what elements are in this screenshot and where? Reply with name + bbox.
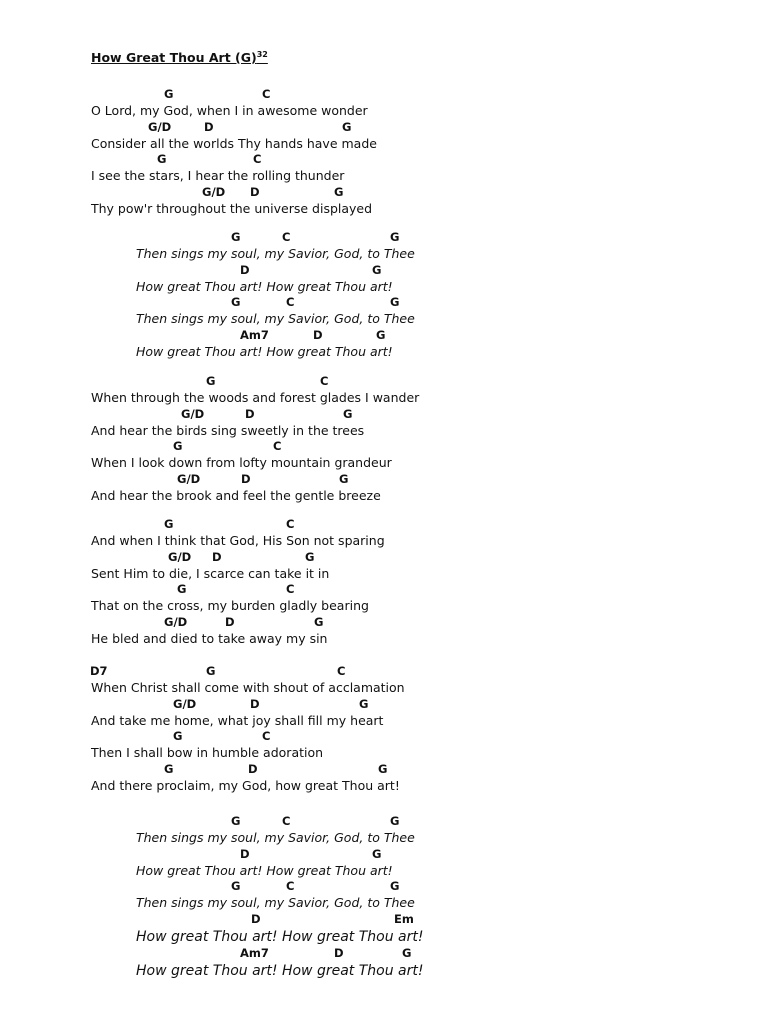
song-title (91, 50, 268, 65)
song-line (0, 87, 768, 120)
refrain-block (0, 230, 768, 360)
chord-row (0, 697, 768, 713)
chord-row (0, 615, 768, 631)
chord: G (173, 439, 183, 454)
song-line (0, 814, 768, 847)
chord: G (376, 327, 386, 342)
lyric-line: When I look down from lofty mountain grandeur (91, 455, 392, 471)
chord: D (248, 761, 258, 776)
chord: G (359, 696, 369, 711)
chord: G (231, 879, 241, 894)
song-line (0, 615, 768, 648)
lyric-line: Consider all the worlds Thy hands have made (91, 135, 377, 151)
chord-row (0, 374, 768, 390)
chord: G (372, 846, 382, 861)
chord: G (305, 549, 315, 564)
chord: D (313, 327, 323, 342)
chord: D7 (90, 664, 108, 678)
chord-row (0, 664, 768, 680)
lyric-line: O Lord, my God, when I in awesome wonder (91, 103, 368, 118)
chord: G/D (181, 406, 205, 421)
chord-row (0, 946, 768, 962)
chord: C (286, 295, 295, 310)
chord: G (342, 119, 352, 134)
chord: G (164, 87, 174, 101)
chord: C (273, 439, 282, 454)
chord: G (334, 184, 344, 199)
chord: C (320, 374, 329, 388)
lyric-line: How great Thou art! How great Thou art! (136, 278, 393, 294)
chord: C (286, 582, 295, 597)
chord-row (0, 407, 768, 423)
chord-row (0, 152, 768, 168)
chord-row (0, 120, 768, 136)
title-footnote-marker: 32 (256, 50, 268, 59)
chord-row (0, 517, 768, 533)
song-line (0, 185, 768, 218)
song-line (0, 120, 768, 153)
lyric-line: Then sings my soul, my Savior, God, to Thee (136, 895, 415, 911)
chord: Am7 (240, 946, 269, 961)
lyric-line: When through the woods and forest glades I wander (91, 390, 420, 405)
song-line (0, 550, 768, 583)
lyric-line: Then sings my soul, my Savior, God, to Thee (136, 246, 415, 261)
chord: G/D (202, 184, 226, 199)
chord: G (343, 406, 353, 421)
chord: G (231, 295, 241, 310)
chord: D (334, 946, 344, 961)
chord: D (240, 846, 250, 861)
chord-row (0, 912, 768, 928)
chord: D (241, 471, 251, 486)
chord-row (0, 87, 768, 103)
chord: C (262, 729, 271, 744)
chord: G/D (148, 119, 172, 134)
chord: D (251, 911, 261, 926)
chord: Em (394, 911, 414, 926)
chord: G (390, 879, 400, 894)
chord: C (286, 879, 295, 894)
song-line (0, 230, 768, 263)
chord: C (286, 517, 295, 531)
chord: G/D (164, 614, 188, 629)
chord: G (390, 230, 400, 244)
chord: G (164, 517, 174, 531)
chord-row (0, 472, 768, 488)
lyric-line: And there proclaim, my God, how great Thou art! (91, 777, 400, 793)
lyric-line: Thy pow'r throughout the universe displayed (91, 200, 373, 216)
chord-row (0, 582, 768, 598)
lyric-line: And take me home, what joy shall fill my heart (91, 712, 384, 728)
song-line (0, 946, 768, 981)
verse-block (0, 664, 768, 794)
lyric-line: And when I think that God, His Son not sparing (91, 533, 385, 548)
chord: G (402, 946, 412, 961)
chord: D (245, 406, 255, 421)
chord-row (0, 762, 768, 778)
chord: C (253, 152, 262, 167)
chord-row (0, 439, 768, 455)
chord-row (0, 879, 768, 895)
song-line (0, 879, 768, 912)
lyric-line: And hear the birds sing sweetly in the trees (91, 422, 365, 438)
song-line (0, 439, 768, 472)
song-line (0, 263, 768, 296)
lyric-line: Sent Him to die, I scarce can take it in (91, 565, 330, 581)
chord: G (206, 374, 216, 388)
lyric-line: Then sings my soul, my Savior, God, to Thee (136, 830, 415, 845)
chord-row (0, 230, 768, 246)
chord: G (314, 614, 324, 629)
chord: C (262, 87, 271, 101)
chord-row (0, 295, 768, 311)
chord: G/D (177, 471, 201, 486)
song-line (0, 374, 768, 407)
chord: G (390, 814, 400, 828)
song-line (0, 762, 768, 795)
lyric-line: How great Thou art! How great Thou art! (136, 343, 393, 359)
song-line (0, 847, 768, 880)
chord: G (390, 295, 400, 310)
song-line (0, 407, 768, 440)
chord: D (250, 696, 260, 711)
chord: G (372, 262, 382, 277)
chord: C (282, 230, 291, 244)
chord: G (173, 729, 183, 744)
song-line (0, 729, 768, 762)
song-line (0, 328, 768, 361)
chord: C (337, 664, 346, 678)
chord-row (0, 550, 768, 566)
lyric-line: How great Thou art! How great Thou art! (136, 928, 424, 945)
chord: G/D (173, 696, 197, 711)
chord: G (157, 152, 167, 167)
lyric-line: Then I shall bow in humble adoration (91, 745, 324, 761)
chord: D (250, 184, 260, 199)
chord-row (0, 328, 768, 344)
chord: D (212, 549, 222, 564)
chord-row (0, 185, 768, 201)
song-line (0, 295, 768, 328)
chord: G/D (168, 549, 192, 564)
chord: C (282, 814, 291, 828)
refrain-block (0, 814, 768, 981)
chord-row (0, 729, 768, 745)
song-line (0, 472, 768, 505)
chord: G (231, 814, 241, 828)
chord: G (206, 664, 216, 678)
verse-block (0, 87, 768, 217)
song-line (0, 152, 768, 185)
song-line (0, 912, 768, 947)
lyric-line: He bled and died to take away my sin (91, 630, 328, 646)
lyric-line: And hear the brook and feel the gentle breeze (91, 487, 381, 503)
song-line (0, 697, 768, 730)
chord-row (0, 814, 768, 830)
lyric-line: When Christ shall come with shout of acclamation (91, 680, 405, 695)
chord-row (0, 847, 768, 863)
verse-block (0, 374, 768, 504)
song-title-text: How Great Thou Art (G) (91, 50, 257, 66)
song-line (0, 517, 768, 550)
song-line (0, 582, 768, 615)
chord: G (164, 761, 174, 776)
lyric-line: Then sings my soul, my Savior, God, to Thee (136, 311, 415, 327)
chord: Am7 (240, 327, 269, 342)
lyric-line: I see the stars, I hear the rolling thunder (91, 168, 345, 184)
chord: G (231, 230, 241, 244)
chord: D (240, 262, 250, 277)
chord: G (378, 761, 388, 776)
chord: D (204, 119, 214, 134)
lyric-line: How great Thou art! How great Thou art! (136, 963, 424, 980)
chord: G (339, 471, 349, 486)
verse-block (0, 517, 768, 647)
chord: D (225, 614, 235, 629)
lyric-line: That on the cross, my burden gladly bearing (91, 598, 369, 614)
lyric-line: How great Thou art! How great Thou art! (136, 862, 393, 878)
chord: G (177, 582, 187, 597)
song-line (0, 664, 768, 697)
chord-row (0, 263, 768, 279)
